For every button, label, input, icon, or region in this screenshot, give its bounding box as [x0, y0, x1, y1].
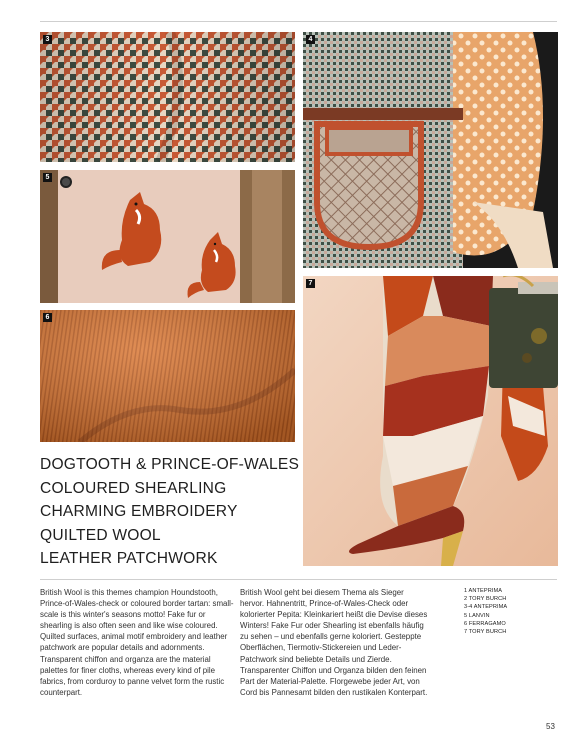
headline-line-4: QUILTED WOOL: [40, 526, 161, 544]
body-text-german: British Wool geht bei diesem Thema als Sieger hervor. Hahnentritt, Prince-of-Wales-Check oder kolorierter Pepita: Kleinkariert heißt die Devise dieses Winters! Fake Fur oder Shearling ist ebenfalls häufig zu sehen – und ebenfalls gerne koloriert. Gesteppte Oberflächen, Tiermotiv-Stickereien und Leder-Patchwork sind beliebte Details und Zierde. Transparenter Chiffon und Organza bilden den feinen Part der Material-Palette. Florgewebe jeder Art, von Cord bis Pannesamt bilden den rustikalen Konterpart.: [240, 588, 428, 697]
body-text-english: British Wool is this themes champion Houndstooth, Prince-of-Wales-check or coloured border tartan: small-scale is this winter's seasons motto! Fake fur or shearling is also often seen and like wise coloured. Quilted surfaces, animal motif embroidery and leather patchwork are popular details and adornments. Transparent chiffon and organza are the material palettes for finer cloths, whereas every kind of pile fabrics, from corduroy to panne velvet form the rustic counterpart.: [40, 588, 234, 697]
houndstooth-fabric-photo: [40, 32, 295, 162]
headline: [40, 453, 300, 571]
credit-item: 6 FERRAGAMO: [464, 620, 506, 627]
patchwork-boot-photo: [303, 276, 558, 566]
photo-number-4: 4: [306, 35, 315, 44]
headline-line-5: LEATHER PATCHWORK: [40, 550, 218, 568]
quilted-pouch-bag-photo: [303, 32, 558, 268]
top-rule: [40, 21, 557, 22]
fox-embroidery-photo: [40, 170, 295, 303]
body-rule: [40, 579, 557, 580]
credit-item: 7 TORY BURCH: [464, 629, 507, 636]
photo-5-fox-embroidery: [40, 170, 295, 303]
orange-corduroy-photo: [40, 310, 295, 442]
photo-7-patchwork-boot: [303, 276, 558, 566]
page-number: 53: [546, 722, 555, 731]
photo-4-quilted-pouch: [303, 32, 558, 268]
photo-number-6: 6: [43, 313, 52, 322]
credit-item: 1 ANTEPRIMA: [464, 588, 503, 594]
photo-6-corduroy: [40, 310, 295, 442]
headline-line-3: CHARMING EMBROIDERY: [40, 503, 238, 521]
headline-line-2: COLOURED SHEARLING: [40, 479, 227, 497]
photo-3-houndstooth: [40, 32, 295, 162]
photo-number-3: 3: [43, 35, 52, 44]
credit-item: 3-4 ANTEPRIMA: [464, 604, 508, 611]
headline-line-1: DOGTOOTH & PRINCE-OF-WALES: [40, 456, 300, 473]
photo-credits: [464, 587, 507, 636]
photo-number-5: 5: [43, 173, 52, 182]
photo-number-7: 7: [306, 279, 315, 288]
credit-item: 5 LANVIN: [464, 612, 490, 619]
credit-item: 2 TORY BURCH: [464, 596, 507, 603]
